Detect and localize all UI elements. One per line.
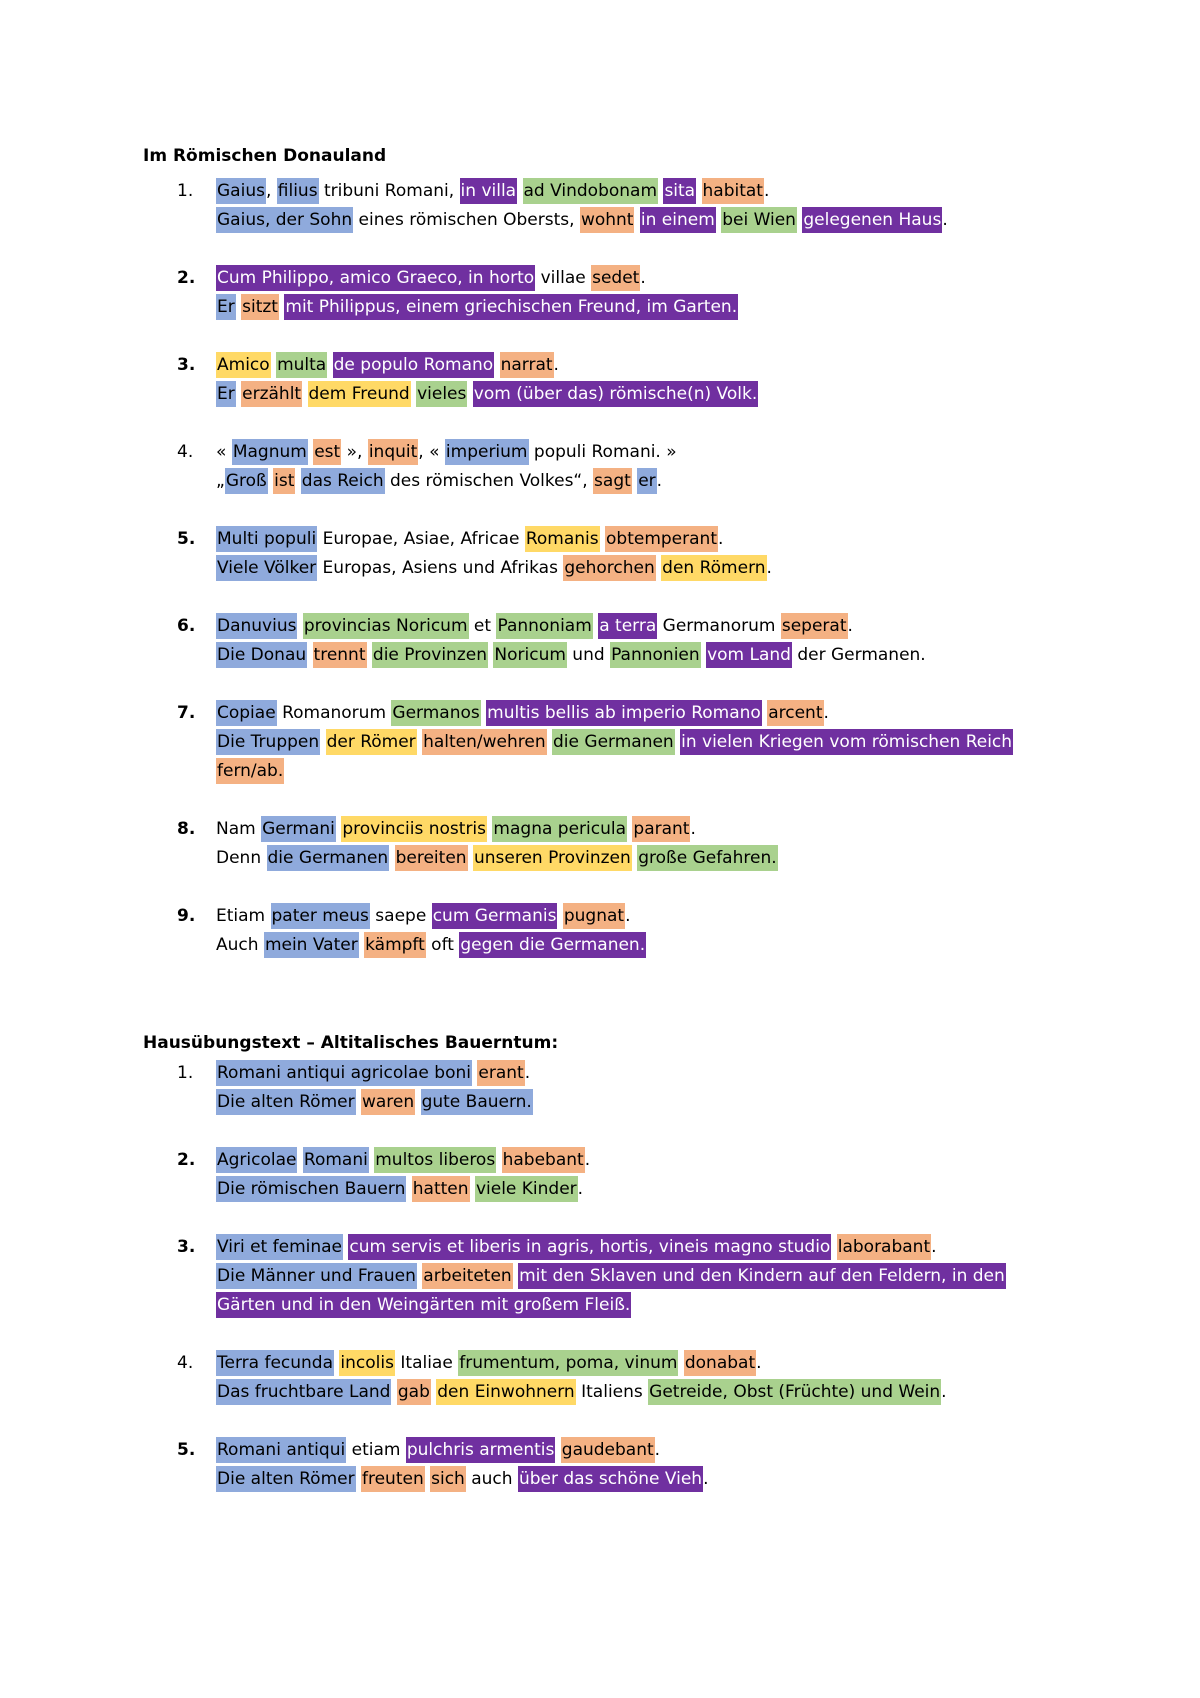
- highlight-segment: Die Donau: [216, 642, 307, 668]
- highlight-segment: Romanis: [525, 526, 600, 552]
- highlight-segment: parant: [632, 816, 690, 842]
- text-segment: der Germanen.: [791, 645, 926, 665]
- text-segment: Italiae: [394, 1353, 459, 1373]
- list-number: 9.: [177, 906, 196, 926]
- text-segment: [327, 355, 332, 375]
- highlight-segment: bei Wien: [721, 207, 797, 233]
- text-segment: [406, 1179, 411, 1199]
- highlight-segment: waren: [361, 1089, 415, 1115]
- highlight-segment: est: [313, 439, 341, 465]
- highlight-segment: Agricolae: [216, 1147, 297, 1173]
- list-number: 5.: [177, 529, 196, 549]
- list-number: 8.: [177, 819, 196, 839]
- list-number: 6.: [177, 616, 196, 636]
- highlight-segment: inquit: [368, 439, 418, 465]
- highlight-segment: die Germanen: [267, 845, 390, 871]
- list-number: 3.: [177, 355, 196, 375]
- highlight-segment: sita: [663, 178, 696, 204]
- list-number: 2.: [177, 268, 196, 288]
- highlight-segment: Romani: [303, 1147, 369, 1173]
- latin-line: [216, 699, 1063, 728]
- highlight-segment: Die alten Römer: [216, 1466, 356, 1492]
- text-segment: Europas, Asiens und Afrikas: [317, 558, 564, 578]
- highlight-segment: Pannoniam: [496, 613, 592, 639]
- list-item: [143, 1146, 1063, 1204]
- highlight-segment: Cum Philippo, amico Graeco, in horto: [216, 265, 535, 291]
- german-line: [216, 1088, 1063, 1117]
- list-item: [143, 815, 1063, 873]
- text-segment: .: [756, 1353, 762, 1373]
- highlight-segment: Pannonien: [610, 642, 701, 668]
- highlight-segment: Romani antiqui agricolae boni: [216, 1060, 472, 1086]
- section-title: Im Römischen Donauland: [143, 146, 387, 166]
- highlight-segment: mit den Sklaven und den Kindern auf den Feldern, in den Gärten und in den Weingärten mit großem Fleiß.: [216, 1263, 1006, 1318]
- list-number: 2.: [177, 1150, 196, 1170]
- text-segment: .: [823, 703, 829, 723]
- highlight-segment: gute Bauern.: [421, 1089, 533, 1115]
- highlight-segment: die Provinzen: [372, 642, 488, 668]
- text-segment: .: [763, 181, 770, 201]
- highlight-segment: Amico: [216, 352, 271, 378]
- highlight-segment: cum servis et liberis in agris, hortis, vineis magno studio: [348, 1234, 831, 1260]
- highlight-segment: provincias Noricum: [303, 613, 469, 639]
- highlight-segment: multos liberos: [374, 1147, 496, 1173]
- highlight-segment: frumentum, poma, vinum: [458, 1350, 678, 1376]
- highlight-segment: große Gefahren.: [637, 845, 777, 871]
- highlight-segment: Getreide, Obst (Früchte) und Wein: [648, 1379, 941, 1405]
- german-line: [216, 554, 1063, 583]
- highlight-segment: pater meus: [271, 903, 370, 929]
- text-segment: [302, 384, 307, 404]
- german-line: [216, 380, 1063, 409]
- highlight-segment: das Reich: [301, 468, 385, 494]
- highlight-segment: Danuvius: [216, 613, 297, 639]
- highlight-segment: viele Kinder: [475, 1176, 578, 1202]
- text-segment: [307, 645, 312, 665]
- german-line: [216, 1465, 1063, 1494]
- highlight-segment: Gaius: [216, 178, 266, 204]
- highlight-segment: der Römer: [326, 729, 417, 755]
- highlight-segment: sagt: [593, 468, 632, 494]
- latin-line: [216, 1233, 1063, 1262]
- highlight-segment: in villa: [460, 178, 518, 204]
- highlight-segment: Groß: [225, 468, 268, 494]
- text-segment: Europae, Asiae, Africae: [317, 529, 525, 549]
- highlight-segment: ist: [273, 468, 295, 494]
- text-segment: [555, 1440, 560, 1460]
- text-segment: Nam: [216, 819, 262, 839]
- highlight-segment: Die Männer und Frauen: [216, 1263, 417, 1289]
- highlight-segment: arcent: [767, 700, 823, 726]
- highlight-segment: Viri et feminae: [216, 1234, 343, 1260]
- text-segment: und: [566, 645, 611, 665]
- highlight-segment: wohnt: [580, 207, 635, 233]
- latin-line: [216, 351, 1063, 380]
- highlight-segment: habebant: [502, 1147, 585, 1173]
- highlight-segment: unseren Provinzen: [473, 845, 632, 871]
- text-segment: populi Romani. »: [528, 442, 677, 462]
- list-number: 1.: [177, 181, 194, 201]
- highlight-segment: Magnum: [232, 439, 308, 465]
- text-segment: villae: [535, 268, 592, 288]
- text-segment: .: [766, 558, 772, 578]
- highlight-segment: den Einwohnern: [436, 1379, 575, 1405]
- text-segment: .: [847, 616, 853, 636]
- text-segment: [415, 1092, 420, 1112]
- highlight-segment: sich: [430, 1466, 466, 1492]
- text-segment: .: [931, 1237, 937, 1257]
- german-line: [216, 641, 1063, 670]
- german-line: [216, 1262, 1063, 1320]
- text-segment: [517, 181, 522, 201]
- highlight-segment: hatten: [412, 1176, 470, 1202]
- list-item: [143, 699, 1063, 786]
- text-segment: [389, 848, 394, 868]
- highlight-segment: den Römern: [661, 555, 766, 581]
- latin-line: [216, 1349, 1063, 1378]
- highlight-segment: kämpft: [364, 932, 426, 958]
- highlight-segment: gab: [397, 1379, 431, 1405]
- highlight-segment: narrat: [500, 352, 554, 378]
- highlight-segment: Multi populi: [216, 526, 317, 552]
- highlight-segment: vom (über das) römische(n) Volk.: [473, 381, 758, 407]
- text-segment: oft: [425, 935, 460, 955]
- highlight-segment: mit Philippus, einem griechischen Freund, im Garten.: [284, 294, 738, 320]
- text-segment: [320, 732, 325, 752]
- german-line: [216, 931, 1063, 960]
- highlight-segment: Das fruchtbare Land: [216, 1379, 391, 1405]
- highlight-segment: laborabant: [837, 1234, 931, 1260]
- text-segment: .: [942, 210, 948, 230]
- highlight-segment: obtemperant: [605, 526, 718, 552]
- german-line: [216, 1175, 1063, 1204]
- text-segment: des römischen Volkes“,: [384, 471, 594, 491]
- highlight-segment: fern/ab.: [216, 758, 284, 784]
- list-number: 3.: [177, 1237, 196, 1257]
- text-segment: „: [216, 471, 225, 491]
- highlight-segment: dem Freund: [308, 381, 411, 407]
- highlight-segment: Gaius, der Sohn: [216, 207, 353, 233]
- highlight-segment: gelegenen Haus: [802, 207, 942, 233]
- highlight-segment: bereiten: [395, 845, 468, 871]
- text-segment: Denn: [216, 848, 267, 868]
- highlight-segment: donabat: [684, 1350, 756, 1376]
- highlight-segment: trennt: [313, 642, 367, 668]
- german-line: [216, 206, 1063, 235]
- highlight-segment: provinciis nostris: [341, 816, 487, 842]
- highlight-segment: gaudebant: [561, 1437, 655, 1463]
- text-segment: [494, 355, 499, 375]
- german-line: [216, 1378, 1063, 1407]
- highlight-segment: a terra: [598, 613, 657, 639]
- text-segment: Auch: [216, 935, 264, 955]
- latin-line: [216, 612, 1063, 641]
- german-line: [216, 293, 1063, 322]
- highlight-segment: in vielen Kriegen vom römischen Reich: [680, 729, 1013, 755]
- highlight-segment: vieles: [416, 381, 467, 407]
- highlight-segment: cum Germanis: [432, 903, 558, 929]
- highlight-segment: Germanos: [391, 700, 480, 726]
- highlight-segment: mein Vater: [264, 932, 359, 958]
- highlight-segment: ad Vindobonam: [523, 178, 659, 204]
- text-segment: .: [584, 1150, 591, 1170]
- highlight-segment: Germani: [261, 816, 336, 842]
- text-segment: , «: [418, 442, 445, 462]
- text-segment: [696, 181, 701, 201]
- highlight-segment: arbeiteten: [422, 1263, 512, 1289]
- highlight-segment: Er: [216, 381, 236, 407]
- list-number: 7.: [177, 703, 196, 723]
- list-item: [143, 351, 1063, 409]
- highlight-segment: Die Truppen: [216, 729, 320, 755]
- text-segment: Romanorum: [276, 703, 392, 723]
- german-line: [216, 728, 1063, 786]
- text-segment: [831, 1237, 836, 1257]
- text-segment: Etiam: [216, 906, 271, 926]
- highlight-segment: de populo Romano: [333, 352, 495, 378]
- text-segment: .: [654, 1440, 661, 1460]
- text-segment: «: [216, 442, 232, 462]
- text-segment: .: [553, 355, 559, 375]
- section-title: Hausübungstext – Altitalisches Bauerntum:: [143, 1033, 559, 1053]
- highlight-segment: halten/wehren: [422, 729, 547, 755]
- highlight-segment: incolis: [339, 1350, 395, 1376]
- list-item: [143, 612, 1063, 670]
- text-segment: .: [718, 529, 724, 549]
- text-segment: .: [625, 906, 631, 926]
- highlight-segment: filius: [277, 178, 319, 204]
- latin-line: [216, 264, 1063, 293]
- list-item: [143, 1233, 1063, 1320]
- list-item: [143, 177, 1063, 235]
- list-number: 4.: [177, 1353, 194, 1373]
- highlight-segment: erant: [477, 1060, 524, 1086]
- text-segment: Germanorum: [657, 616, 781, 636]
- latin-line: [216, 902, 1063, 931]
- text-segment: saepe: [369, 906, 432, 926]
- list-item: [143, 1436, 1063, 1494]
- latin-line: [216, 1436, 1063, 1465]
- text-segment: .: [640, 268, 646, 288]
- list-item: [143, 438, 1063, 496]
- highlight-segment: in einem: [640, 207, 716, 233]
- latin-line: [216, 438, 1063, 467]
- document-body: [143, 145, 1063, 1523]
- list-item: [143, 1349, 1063, 1407]
- text-segment: .: [941, 1382, 947, 1402]
- list-number: 4.: [177, 442, 194, 462]
- highlight-segment: Die römischen Bauern: [216, 1176, 406, 1202]
- highlight-segment: vom Land: [706, 642, 792, 668]
- highlight-segment: die Germanen: [552, 729, 675, 755]
- latin-line: [216, 1059, 1063, 1088]
- highlight-segment: multa: [276, 352, 327, 378]
- highlight-segment: Viele Völker: [216, 555, 317, 581]
- text-segment: .: [690, 819, 696, 839]
- text-segment: et: [468, 616, 497, 636]
- text-segment: .: [577, 1179, 584, 1199]
- highlight-segment: multis bellis ab imperio Romano: [486, 700, 762, 726]
- text-segment: Italiens: [575, 1382, 649, 1402]
- highlight-segment: gehorchen: [563, 555, 655, 581]
- german-line: [216, 844, 1063, 873]
- highlight-segment: Terra fecunda: [216, 1350, 334, 1376]
- highlight-segment: freuten: [361, 1466, 425, 1492]
- latin-line: [216, 1146, 1063, 1175]
- text-segment: .: [524, 1063, 531, 1083]
- highlight-segment: Romani antiqui: [216, 1437, 346, 1463]
- highlight-segment: habitat: [702, 178, 764, 204]
- text-segment: »,: [341, 442, 368, 462]
- highlight-segment: Er: [216, 294, 236, 320]
- text-segment: .: [656, 471, 663, 491]
- highlight-segment: seperat: [781, 613, 848, 639]
- german-line: [216, 467, 1063, 496]
- highlight-segment: sitzt: [241, 294, 279, 320]
- text-segment: ,: [265, 181, 277, 201]
- highlight-segment: er: [637, 468, 656, 494]
- highlight-segment: Copiae: [216, 700, 277, 726]
- highlight-segment: gegen die Germanen.: [459, 932, 646, 958]
- text-segment: etiam: [346, 1440, 406, 1460]
- highlight-segment: pulchris armentis: [406, 1437, 556, 1463]
- latin-line: [216, 815, 1063, 844]
- highlight-segment: erzählt: [241, 381, 302, 407]
- list-item: [143, 264, 1063, 322]
- list-number: 1.: [177, 1063, 194, 1083]
- text-segment: [496, 1150, 501, 1170]
- list-item: [143, 1059, 1063, 1117]
- highlight-segment: über das schöne Vieh: [518, 1466, 703, 1492]
- list-item: [143, 525, 1063, 583]
- highlight-segment: Noricum: [493, 642, 567, 668]
- highlight-segment: sedet: [591, 265, 640, 291]
- text-segment: .: [703, 1469, 709, 1489]
- list-number: 5.: [177, 1440, 196, 1460]
- highlight-segment: imperium: [445, 439, 529, 465]
- text-segment: [295, 471, 300, 491]
- highlight-segment: Die alten Römer: [216, 1089, 356, 1115]
- highlight-segment: pugnat: [563, 903, 625, 929]
- list-item: [143, 902, 1063, 960]
- latin-line: [216, 525, 1063, 554]
- text-segment: eines römischen Obersts,: [353, 210, 580, 230]
- highlight-segment: magna pericula: [492, 816, 627, 842]
- latin-line: [216, 177, 1063, 206]
- text-segment: [467, 384, 472, 404]
- text-segment: tribuni Romani,: [318, 181, 460, 201]
- text-segment: auch: [465, 1469, 518, 1489]
